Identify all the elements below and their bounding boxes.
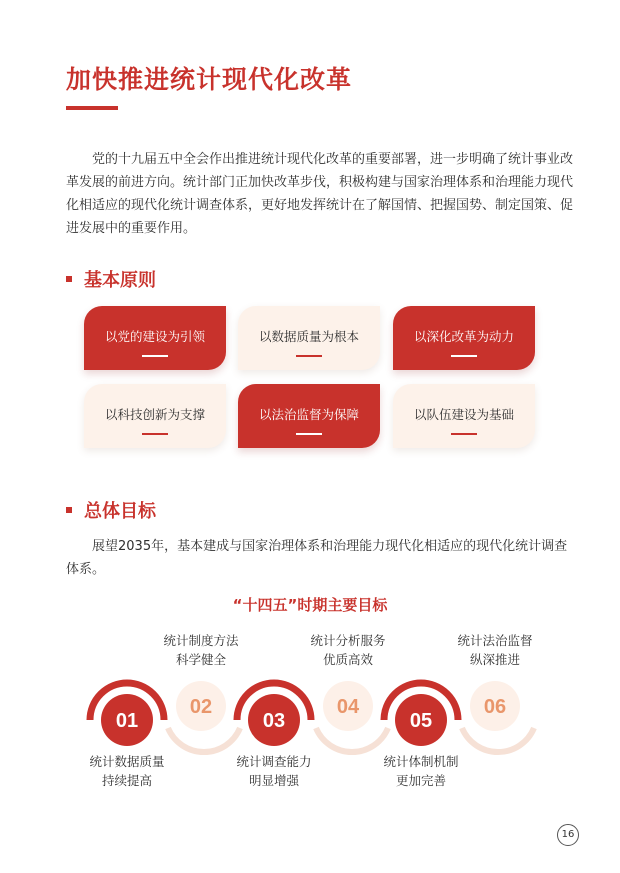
goal-text-line: 优质高效 — [322, 652, 373, 667]
goal-number: 01 — [115, 710, 139, 732]
goal-05-marker — [384, 683, 458, 746]
goal-text-line: 统计制度方法 — [163, 633, 239, 648]
goal-text-line: 统计调查能力 — [236, 754, 312, 769]
goal-04-marker — [316, 681, 388, 752]
section-principles-title: 基本原则 — [84, 270, 156, 291]
goal-text-line: 持续提高 — [101, 773, 152, 788]
card-underline — [451, 355, 477, 357]
goals-paragraph: 展望2035年，基本建成与国家治理体系和治理能力现代化相适应的现代化统计调查体系。 — [66, 539, 568, 577]
goal-06-text — [440, 631, 550, 669]
principle-card-2 — [238, 306, 380, 370]
goal-number: 04 — [336, 696, 360, 718]
goal-text-line: 明显增强 — [248, 773, 299, 788]
goal-04-text — [293, 631, 403, 669]
bullet-square-icon — [66, 276, 72, 282]
goal-text-line: 统计法治监督 — [457, 633, 533, 648]
goal-01-text — [72, 752, 182, 790]
principle-label: 以法治监督为保障 — [258, 407, 359, 422]
principle-card-5 — [238, 384, 380, 448]
card-underline — [296, 355, 322, 357]
card-underline — [142, 433, 168, 435]
goal-number: 05 — [409, 710, 433, 732]
goal-number: 02 — [189, 696, 213, 718]
principle-card-6 — [393, 384, 535, 448]
card-underline — [142, 355, 168, 357]
principle-label: 以数据质量为根本 — [258, 329, 359, 344]
goal-06-marker — [462, 681, 534, 752]
goal-05-text — [366, 752, 476, 790]
principle-card-3 — [393, 306, 535, 370]
principle-label: 以队伍建设为基础 — [413, 407, 514, 422]
section-goals-title: 总体目标 — [84, 501, 156, 522]
goal-text-line: 更加完善 — [395, 773, 446, 788]
goal-text-line: 统计体制机制 — [383, 754, 459, 769]
goal-text-line: 统计数据质量 — [89, 754, 165, 769]
goal-02-marker — [168, 681, 240, 752]
principle-label: 以党的建设为引领 — [104, 329, 205, 344]
title-underline — [66, 106, 118, 110]
card-underline — [296, 433, 322, 435]
principle-label: 以科技创新为支撑 — [104, 407, 205, 422]
page-title: 加快推进统计现代化改革 — [66, 65, 353, 94]
goal-text-line: 统计分析服务 — [310, 633, 386, 648]
intro-paragraph: 党的十九届五中全会作出推进统计现代化改革的重要部署，进一步明确了统计事业改革发展的前进方向。统计部门正加快改革步伐，积极构建与国家治理体系和治理能力现代化相适应的现代化统计调查体系，更好地发挥统计在了解国情、把握国势、制定国策、促进发展中的重要作用。 — [66, 152, 574, 236]
goal-text-line: 科学健全 — [175, 652, 226, 667]
goal-03-marker — [237, 683, 311, 746]
goal-text-line: 纵深推进 — [469, 652, 520, 667]
goal-02-text — [146, 631, 256, 669]
principle-label: 以深化改革为动力 — [413, 329, 514, 344]
goal-03-text — [219, 752, 329, 790]
section-principles-heading — [66, 266, 156, 292]
principle-card-1 — [84, 306, 226, 370]
goal-number: 06 — [483, 696, 507, 718]
section-goals-heading — [66, 497, 156, 523]
goal-01-marker — [90, 683, 164, 746]
goal-number: 03 — [262, 710, 286, 732]
page-number: 16 — [557, 824, 579, 846]
card-underline — [451, 433, 477, 435]
bullet-square-icon — [66, 507, 72, 513]
principle-card-4 — [84, 384, 226, 448]
targets-subheading: “十四五”时期主要目标 — [232, 596, 388, 614]
